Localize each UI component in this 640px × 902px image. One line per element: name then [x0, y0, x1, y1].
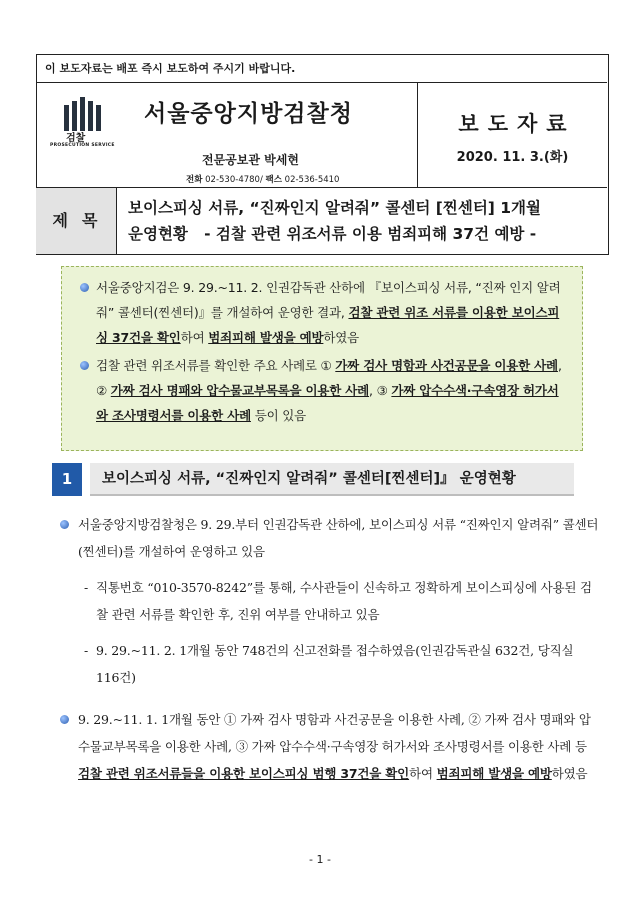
- summary-text: 서울중앙지검은 9. 29.~11. 2. 인권감독관 산하에 『보이스피싱 서류, “진짜 인지 알려줘” 콜센터(찐센터)』를 개설하여 운영한 결과,: [96, 280, 561, 320]
- body-text-part: 9. 29.~11. 1. 1개월 동안 ① 가짜 검사 명함과 사건공문을 이용한 사례, ② 가짜 검사 명패와 압수물교부목록을 이용한 사례, ③ 가짜 압수수색·구속영장 허가서와 조사명령서를 이용한 사례 등: [78, 712, 591, 754]
- summary-emphasis: 가짜 검사 명함과 사건공문을 이용한 사례: [335, 358, 558, 373]
- subject-text: [128, 195, 598, 247]
- summary-emphasis: 검찰 관련 위조 서류를 이용한 보이스피싱 37건을 확인: [96, 305, 560, 345]
- summary-text: 검찰 관련 위조서류를 확인한 주요 사례로 ①: [96, 358, 336, 373]
- summary-text: , ③: [369, 383, 392, 398]
- body-emphasis: 검찰 관련 위조서류들을 이용한 보이스피싱 범행 37건을 확인: [78, 766, 410, 781]
- bullet-icon: [60, 715, 69, 724]
- page-number: - 1 -: [309, 853, 331, 866]
- section-number: 1: [52, 463, 82, 496]
- section-heading: [52, 463, 574, 496]
- summary-item: [80, 353, 570, 428]
- body-text-part: 하였음: [551, 766, 588, 781]
- body-text: 서울중앙지방검찰청은 9. 29.부터 인권감독관 산하에, 보이스피싱 서류 “진짜인지 알려줘” 콜센터(찐센터)를 개설하여 운영하고 있음: [78, 517, 599, 559]
- body-text-part: 하여: [409, 766, 437, 781]
- summary-text: 하여: [180, 330, 209, 345]
- subject-line-2: 운영현황 - 검찰 관련 위조서류 이용 범죄피해 37건 예방 -: [128, 225, 537, 243]
- summary-box: [61, 266, 583, 451]
- phone-number: 02-530-4780/: [205, 175, 263, 185]
- bullet-icon: [80, 283, 89, 292]
- fax-number: 02-536-5410: [284, 175, 340, 185]
- phone-label: 전화: [186, 175, 203, 185]
- summary-emphasis: 범죄피해 발생을 예방: [208, 330, 324, 345]
- body-emphasis: 범죄피해 발생을 예방: [436, 766, 552, 781]
- bullet-icon: [60, 520, 69, 529]
- body-text: 9. 29.~11. 2. 1개월 동안 748건의 신고전화를 접수하였음(인권감독관실 632건, 당직실 116건): [96, 643, 574, 685]
- press-officer: 전문공보관 박세현: [202, 153, 299, 167]
- body-bullet-1: [60, 511, 600, 565]
- agency-cell: [36, 83, 418, 187]
- summary-text: , ②: [96, 358, 562, 398]
- subject-row: [36, 187, 607, 254]
- press-release-date: 2020. 11. 3.(화): [456, 150, 569, 165]
- subject-line-1: 보이스피싱 서류, “진짜인지 알려줘” 콜센터 [찐센터] 1개월: [128, 199, 542, 217]
- summary-emphasis: 가짜 검사 명패와 압수물교부목록을 이용한 사례: [110, 383, 370, 398]
- logo-subtitle: PROSECUTION SERVICE: [50, 143, 115, 148]
- agency-name: 서울중앙지방검찰청: [144, 101, 353, 127]
- subject-label: 제목: [36, 188, 117, 254]
- fax-label: 팩스: [265, 175, 282, 185]
- summary-text: 등이 있음: [250, 408, 307, 423]
- logo-wordmark: 검찰: [66, 133, 86, 144]
- dash-marker: -: [84, 580, 89, 595]
- summary-text: 하였음: [323, 330, 360, 345]
- release-notice: 이 보도자료는 배포 즉시 보도하여 주시기 바랍니다.: [36, 54, 607, 83]
- body-dash-1: [84, 574, 596, 628]
- body-text: [60, 706, 600, 787]
- dash-marker: -: [84, 643, 89, 658]
- body-bullet-2: [60, 706, 600, 787]
- press-release-title: 보도자료: [458, 112, 576, 136]
- body-dash-2: [84, 637, 596, 691]
- summary-item: [80, 275, 570, 350]
- summary-emphasis: 가짜 압수수색·구속영장 허가서와 조사명령서를 이용한 사례: [96, 383, 559, 423]
- body-text: 직통번호 “010-3570-8242”를 통해, 수사관들이 신속하고 정확하게 보이스피싱에 사용된 검찰 관련 서류를 확인한 후, 진위 여부를 안내하고 있음: [96, 580, 592, 622]
- section-title: 보이스피싱 서류, “진짜인지 알려줘” 콜센터[찐센터]』 운영현황: [90, 463, 574, 496]
- contact-info: [186, 173, 339, 185]
- bullet-icon: [80, 361, 89, 370]
